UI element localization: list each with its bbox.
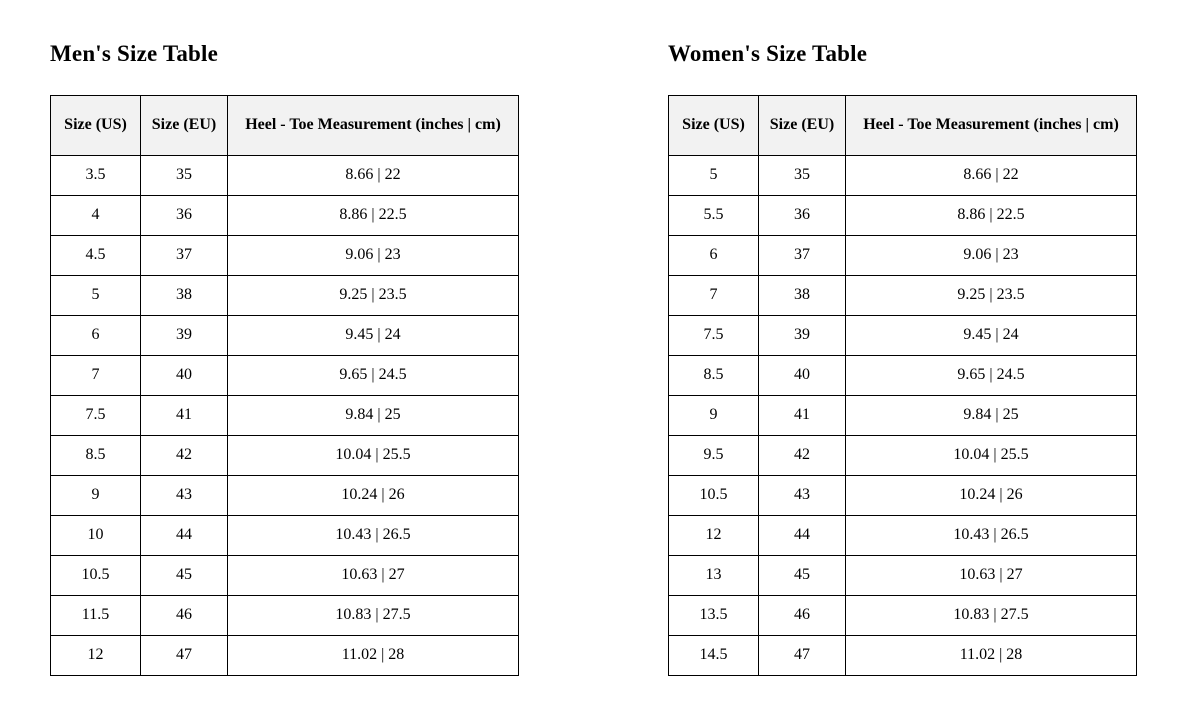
table-row	[51, 315, 519, 355]
table-cell: 13	[669, 555, 759, 595]
table-cell: 10	[51, 515, 141, 555]
mens-size-section	[50, 40, 518, 676]
table-row	[669, 595, 1137, 635]
column-header-measurement: Heel - Toe Measurement (inches | cm)	[228, 95, 519, 155]
mens-table-title: Men's Size Table	[50, 41, 219, 66]
table-row	[51, 595, 519, 635]
table-cell: 5	[51, 275, 141, 315]
table-cell: 5.5	[669, 195, 759, 235]
table-cell: 35	[141, 155, 228, 195]
table-cell: 37	[141, 235, 228, 275]
column-header-size-eu: Size (EU)	[141, 95, 228, 155]
table-cell: 41	[141, 395, 228, 435]
table-cell: 4.5	[51, 235, 141, 275]
header-row	[51, 95, 519, 155]
table-cell: 9.84 | 25	[846, 395, 1137, 435]
table-row	[669, 355, 1137, 395]
table-cell: 8.5	[669, 355, 759, 395]
womens-table-title: Women's Size Table	[668, 41, 868, 66]
table-cell: 10.83 | 27.5	[228, 595, 519, 635]
table-cell: 39	[141, 315, 228, 355]
mens-size-table	[50, 95, 519, 676]
table-row	[669, 275, 1137, 315]
table-cell: 9	[51, 475, 141, 515]
table-row	[51, 195, 519, 235]
womens-size-section	[668, 40, 1136, 676]
table-cell: 10.83 | 27.5	[846, 595, 1137, 635]
table-cell: 9.25 | 23.5	[846, 275, 1137, 315]
table-cell: 9.65 | 24.5	[228, 355, 519, 395]
table-cell: 9.45 | 24	[228, 315, 519, 355]
table-row	[669, 555, 1137, 595]
table-cell: 40	[759, 355, 846, 395]
table-cell: 6	[51, 315, 141, 355]
table-row	[51, 395, 519, 435]
table-row	[669, 315, 1137, 355]
table-cell: 42	[759, 435, 846, 475]
table-row	[669, 395, 1137, 435]
table-cell: 39	[759, 315, 846, 355]
table-cell: 3.5	[51, 155, 141, 195]
table-cell: 4	[51, 195, 141, 235]
table-cell: 8.86 | 22.5	[228, 195, 519, 235]
table-row	[51, 635, 519, 675]
table-cell: 35	[759, 155, 846, 195]
table-cell: 11.5	[51, 595, 141, 635]
womens-size-table	[668, 95, 1137, 676]
table-row	[51, 555, 519, 595]
table-cell: 12	[669, 515, 759, 555]
table-cell: 7	[669, 275, 759, 315]
table-row	[51, 275, 519, 315]
header-row	[669, 95, 1137, 155]
table-cell: 13.5	[669, 595, 759, 635]
table-cell: 6	[669, 235, 759, 275]
table-cell: 10.63 | 27	[846, 555, 1137, 595]
table-cell: 9.65 | 24.5	[846, 355, 1137, 395]
table-row	[51, 155, 519, 195]
table-row	[669, 515, 1137, 555]
table-cell: 36	[141, 195, 228, 235]
table-cell: 10.04 | 25.5	[846, 435, 1137, 475]
table-row	[51, 515, 519, 555]
table-cell: 46	[759, 595, 846, 635]
table-cell: 9.06 | 23	[228, 235, 519, 275]
table-cell: 9	[669, 395, 759, 435]
womens-table-body	[669, 155, 1137, 675]
table-cell: 44	[759, 515, 846, 555]
column-header-size-us: Size (US)	[669, 95, 759, 155]
table-row	[51, 435, 519, 475]
table-cell: 7.5	[669, 315, 759, 355]
table-cell: 43	[759, 475, 846, 515]
womens-table-header	[669, 95, 1137, 155]
table-cell: 11.02 | 28	[228, 635, 519, 675]
table-row	[669, 155, 1137, 195]
table-cell: 8.66 | 22	[228, 155, 519, 195]
table-row	[51, 235, 519, 275]
table-row	[669, 435, 1137, 475]
table-cell: 8.66 | 22	[846, 155, 1137, 195]
table-cell: 43	[141, 475, 228, 515]
table-cell: 10.24 | 26	[228, 475, 519, 515]
table-cell: 45	[759, 555, 846, 595]
table-cell: 47	[141, 635, 228, 675]
table-cell: 38	[759, 275, 846, 315]
table-cell: 36	[759, 195, 846, 235]
table-row	[51, 475, 519, 515]
table-cell: 12	[51, 635, 141, 675]
table-row	[669, 195, 1137, 235]
table-cell: 10.63 | 27	[228, 555, 519, 595]
table-row	[669, 635, 1137, 675]
table-cell: 45	[141, 555, 228, 595]
table-cell: 10.04 | 25.5	[228, 435, 519, 475]
column-header-measurement: Heel - Toe Measurement (inches | cm)	[846, 95, 1137, 155]
table-cell: 11.02 | 28	[846, 635, 1137, 675]
table-cell: 41	[759, 395, 846, 435]
table-cell: 5	[669, 155, 759, 195]
table-cell: 8.5	[51, 435, 141, 475]
table-cell: 9.45 | 24	[846, 315, 1137, 355]
table-cell: 37	[759, 235, 846, 275]
mens-table-header	[51, 95, 519, 155]
table-row	[669, 475, 1137, 515]
table-cell: 8.86 | 22.5	[846, 195, 1137, 235]
mens-table-body	[51, 155, 519, 675]
table-cell: 10.5	[669, 475, 759, 515]
table-cell: 9.25 | 23.5	[228, 275, 519, 315]
table-cell: 44	[141, 515, 228, 555]
column-header-size-eu: Size (EU)	[759, 95, 846, 155]
table-cell: 14.5	[669, 635, 759, 675]
table-row	[51, 355, 519, 395]
table-cell: 38	[141, 275, 228, 315]
table-cell: 47	[759, 635, 846, 675]
column-header-size-us: Size (US)	[51, 95, 141, 155]
table-cell: 10.43 | 26.5	[228, 515, 519, 555]
table-cell: 9.5	[669, 435, 759, 475]
table-cell: 10.43 | 26.5	[846, 515, 1137, 555]
table-cell: 7	[51, 355, 141, 395]
table-cell: 46	[141, 595, 228, 635]
table-row	[669, 235, 1137, 275]
table-cell: 9.06 | 23	[846, 235, 1137, 275]
table-cell: 10.5	[51, 555, 141, 595]
table-cell: 40	[141, 355, 228, 395]
table-cell: 42	[141, 435, 228, 475]
table-cell: 10.24 | 26	[846, 475, 1137, 515]
table-cell: 9.84 | 25	[228, 395, 519, 435]
table-cell: 7.5	[51, 395, 141, 435]
